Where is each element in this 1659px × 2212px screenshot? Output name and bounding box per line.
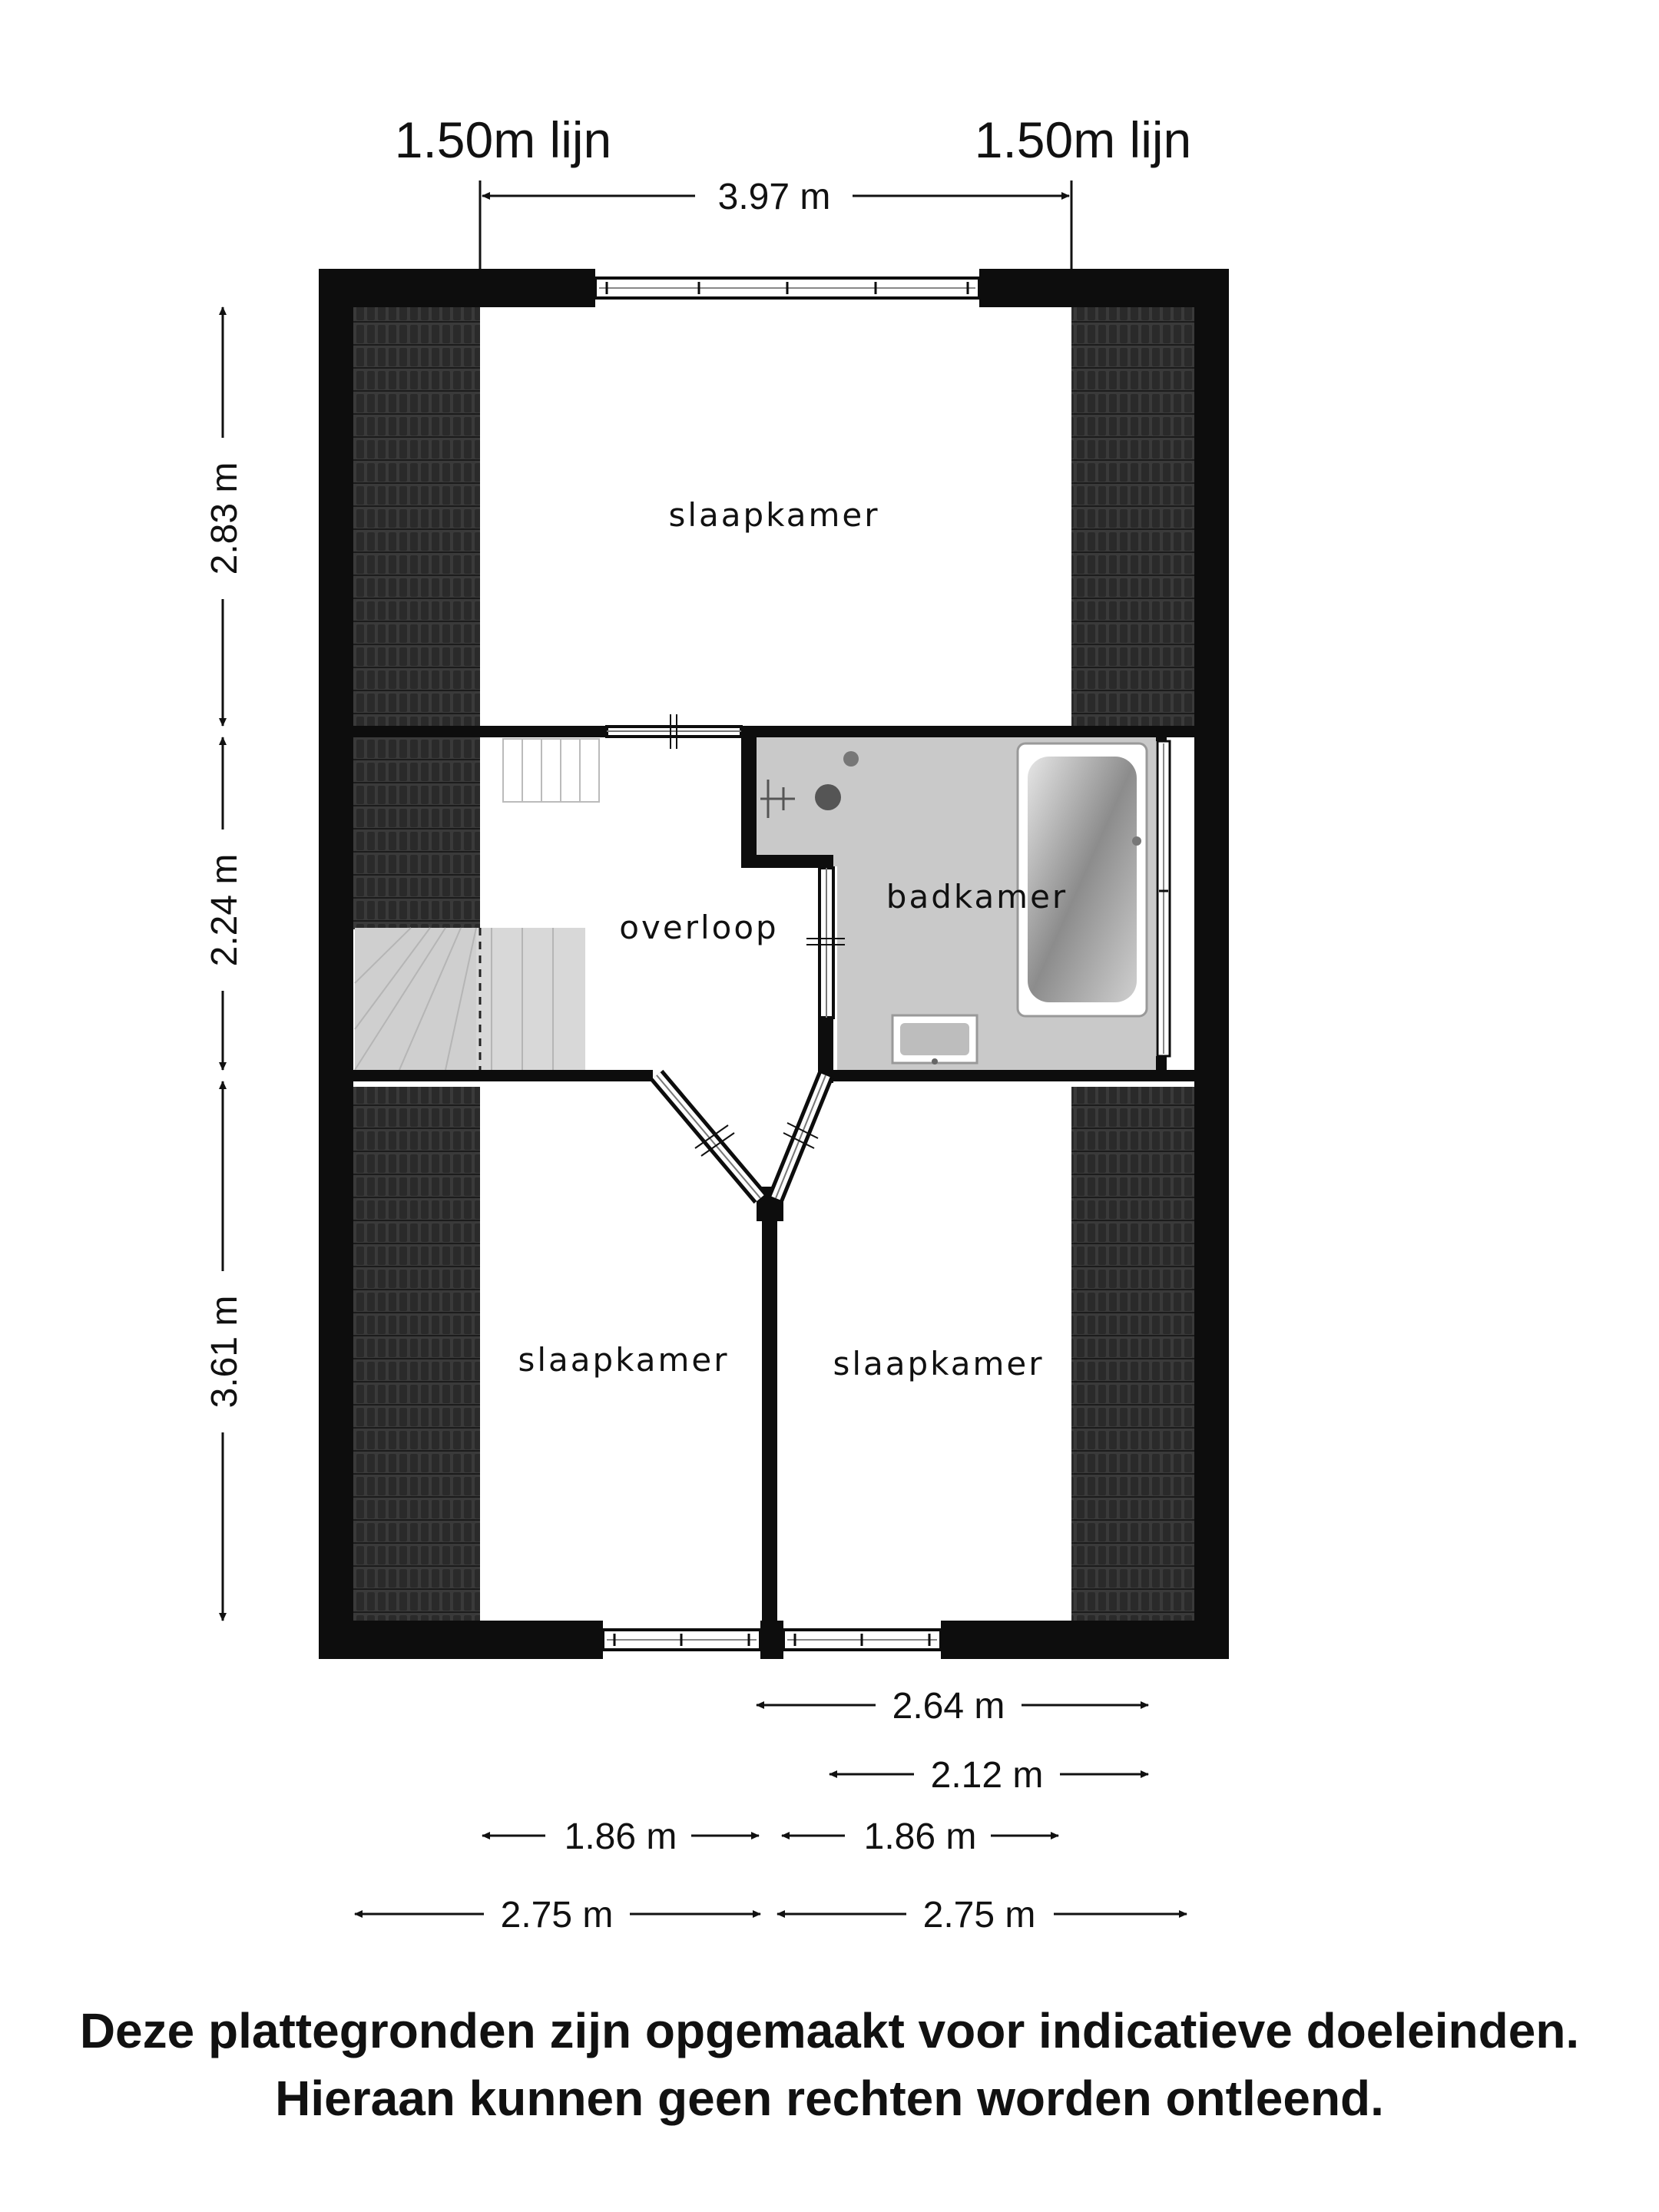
dim-bottom-row4-left (355, 1895, 760, 1936)
main-staircase (355, 928, 585, 1070)
dim-left-top-label: 2.83 m (204, 462, 245, 575)
setback-label-left: 1.50m lijn (394, 111, 612, 168)
outer-wall-top-left (319, 269, 595, 307)
dim-bottom-row3-right-label: 1.86 m (863, 1816, 977, 1857)
room-label-bottom-left-bedroom: slaapkamer (518, 1341, 730, 1379)
dim-bottom-row1 (757, 1686, 1148, 1727)
roof-slope-left-top (353, 307, 480, 726)
upper-stair (503, 739, 599, 802)
wall-top-bedroom-left (353, 726, 607, 737)
roof-slope-left-middle (353, 737, 480, 929)
window-top (595, 278, 979, 298)
washbasin (892, 1015, 977, 1065)
dim-top-width (482, 177, 1069, 217)
dim-top-width-label: 3.97 m (717, 177, 831, 217)
outer-wall-bottom-right (941, 1621, 1229, 1659)
roof-slope-left-bottom (353, 1087, 480, 1621)
room-label-bathroom: badkamer (886, 878, 1068, 916)
dim-left-middle-label: 2.24 m (204, 853, 245, 967)
roof-slope-right-top (1071, 307, 1194, 726)
dim-bottom-row1-label: 2.64 m (892, 1686, 1005, 1727)
wall-bottom-bedrooms-left (353, 1070, 653, 1081)
wall-middle-partition (762, 1194, 777, 1640)
dim-bottom-row3-left (482, 1816, 759, 1857)
dim-bottom-row3-left-label: 1.86 m (564, 1816, 677, 1857)
wall-top-bedroom-right (741, 726, 1194, 737)
dim-left-bottom-label: 3.61 m (204, 1295, 245, 1409)
window-bottom-left (603, 1630, 760, 1650)
room-label-landing: overloop (619, 909, 779, 946)
room-label-top-bedroom: slaapkamer (668, 496, 880, 534)
window-bottom-right (783, 1630, 941, 1650)
window-bathroom (1157, 741, 1170, 1056)
wall-bath-right-inner (1156, 726, 1167, 741)
dim-bottom-row4-right (777, 1895, 1187, 1936)
dim-bottom-row4-right-label: 2.75 m (922, 1895, 1036, 1936)
wall-bottom-bedrooms-right (822, 1070, 1194, 1081)
outer-wall-left (319, 269, 353, 1659)
room-label-bottom-right-bedroom: slaapkamer (833, 1345, 1045, 1382)
disclaimer-line-2: Hieraan kunnen geen rechten worden ontleend. (275, 2071, 1384, 2126)
outer-wall-bottom-left (319, 1621, 603, 1659)
setback-label-right: 1.50m lijn (974, 111, 1192, 168)
dim-left-bottom (204, 1081, 245, 1621)
dim-left-top (204, 307, 245, 726)
dim-bottom-row2 (830, 1755, 1148, 1796)
dim-left-middle (204, 737, 245, 1070)
roof-slope-right-bottom (1071, 1087, 1194, 1621)
wall-bath-left (741, 726, 757, 868)
wall-bath-step (741, 855, 830, 868)
dim-bottom-row4-left-label: 2.75 m (500, 1895, 614, 1936)
dim-bottom-row3-right (782, 1816, 1058, 1857)
outer-wall-right (1194, 269, 1229, 1659)
dim-bottom-row2-label: 2.12 m (930, 1755, 1044, 1796)
disclaimer-line-1: Deze plattegronden zijn opgemaakt voor indicatieve doeleinden. (79, 2003, 1580, 2058)
outer-wall-top-right (979, 269, 1229, 307)
